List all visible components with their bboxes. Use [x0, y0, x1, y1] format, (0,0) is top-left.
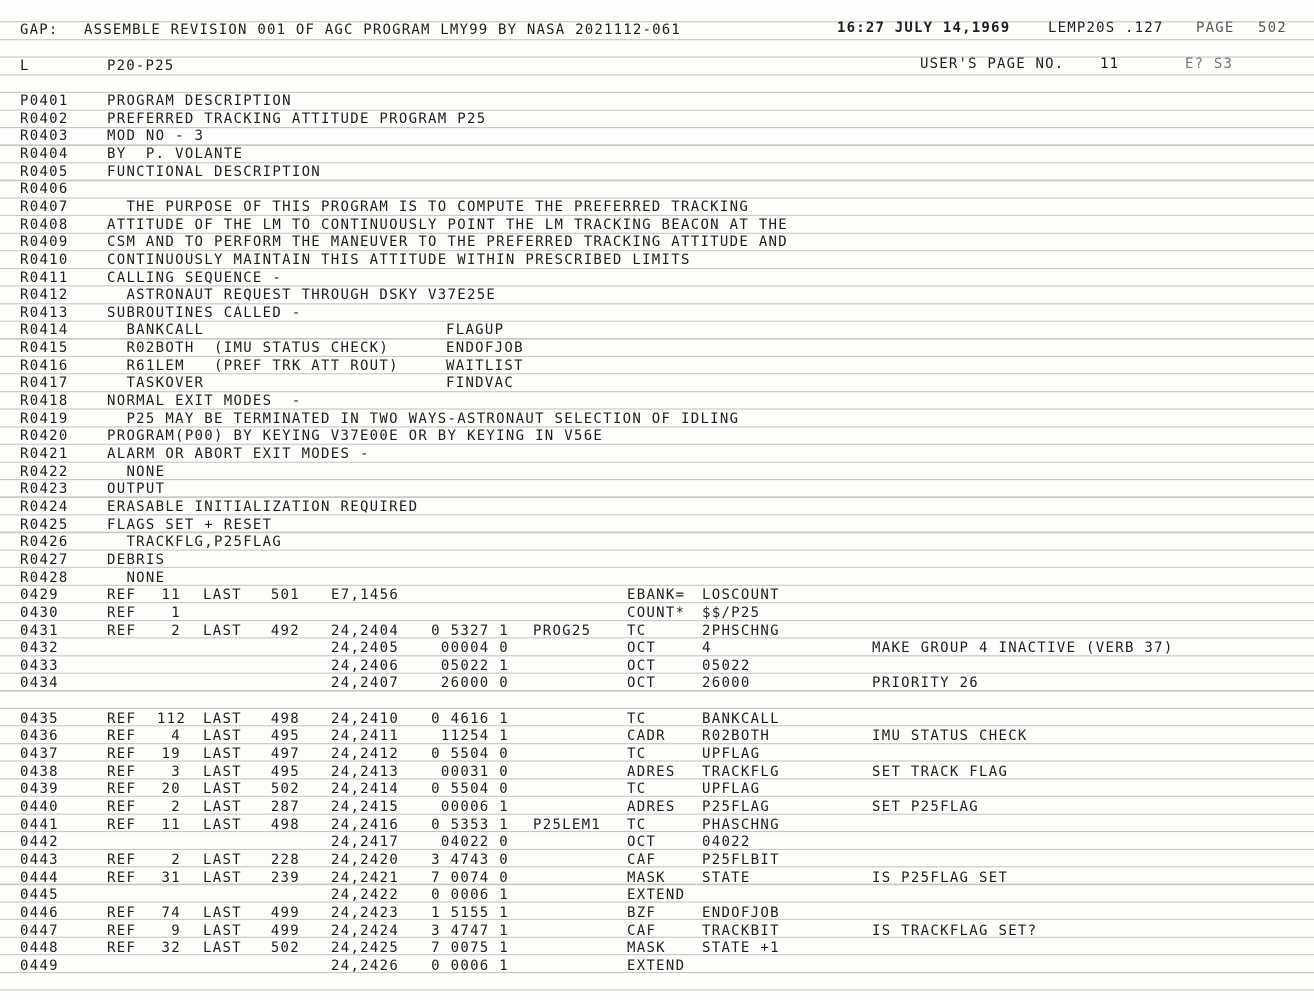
- code-line: [0, 640, 1314, 658]
- comment: IMU STATUS CHECK: [872, 728, 1028, 745]
- address: 24,2420: [331, 851, 400, 868]
- opcode: OCT: [627, 640, 657, 657]
- address: 24,2417: [331, 834, 400, 851]
- address: 24,2423: [331, 904, 400, 921]
- opcode: TC: [627, 746, 647, 763]
- description-line: [0, 164, 1314, 182]
- code-line: [0, 817, 1314, 835]
- ref-keyword: REF: [107, 622, 137, 639]
- last-page: 497: [270, 746, 300, 763]
- line-number: 0430: [20, 604, 59, 621]
- operand: 04022: [702, 834, 751, 851]
- description-line: [0, 128, 1314, 146]
- description-text: P25 MAY BE TERMINATED IN TWO WAYS-ASTRONAUT SELECTION OF IDLING: [107, 410, 740, 427]
- octal-word: 0 5327 1: [431, 622, 509, 639]
- code-line: [0, 746, 1314, 764]
- opcode: TC: [627, 710, 647, 727]
- octal-word: 05022 1: [440, 657, 509, 674]
- comment: MAKE GROUP 4 INACTIVE (VERB 37): [872, 640, 1174, 657]
- description-text: PROGRAM DESCRIPTION: [107, 93, 292, 109]
- last-page: 501: [270, 587, 300, 604]
- page-label: PAGE: [1196, 20, 1235, 36]
- octal-word: 0 5504 0: [431, 781, 509, 798]
- last-page: 502: [270, 781, 300, 798]
- ref-count: 74: [161, 904, 181, 921]
- octal-word: 11254 1: [440, 728, 509, 745]
- description-line: [0, 534, 1314, 552]
- line-number: 0447: [20, 922, 59, 939]
- code-line: [0, 605, 1314, 623]
- code-line: [0, 675, 1314, 693]
- description-line: [0, 481, 1314, 499]
- description-text: PROGRAM(P00) BY KEYING V37E00E OR BY KEYING IN V56E: [107, 428, 604, 445]
- description-line: [0, 517, 1314, 535]
- code-line: [0, 958, 1314, 976]
- address: 24,2411: [331, 728, 400, 745]
- description-text: DEBRIS: [107, 551, 166, 568]
- operand: UPFLAG: [702, 781, 761, 798]
- description-text: ATTITUDE OF THE LM TO CONTINUOUSLY POINT THE LM TRACKING BEACON AT THE: [107, 216, 789, 233]
- ref-count: 20: [161, 781, 181, 798]
- address: 24,2421: [331, 869, 400, 886]
- opcode: ADRES: [627, 799, 676, 815]
- code-line: [0, 852, 1314, 870]
- description-text: NONE: [107, 463, 166, 480]
- corner-mark: E? S3: [1185, 56, 1234, 72]
- comment: IS P25FLAG SET: [872, 869, 1009, 886]
- operand: $$/P25: [702, 604, 761, 621]
- operand: STATE: [702, 869, 751, 886]
- line-number: 0443: [20, 851, 59, 868]
- description-text: CALLING SEQUENCE -: [107, 269, 283, 286]
- job-id: LEMP20S .127: [1048, 20, 1164, 36]
- comment: SET TRACK FLAG: [872, 763, 1009, 780]
- description-line: [0, 446, 1314, 464]
- operand: BANKCALL: [702, 710, 780, 727]
- description-line: [0, 358, 1314, 376]
- octal-word: 7 0075 1: [431, 940, 509, 957]
- line-number: R0422: [20, 463, 69, 480]
- last-page: 228: [270, 851, 300, 868]
- code-line: [0, 905, 1314, 923]
- line-number: 0448: [20, 940, 59, 957]
- last-page: 499: [270, 922, 300, 939]
- ref-keyword: REF: [107, 746, 137, 763]
- description-line: [0, 287, 1314, 305]
- octal-word: 00006 1: [440, 799, 509, 815]
- last-keyword: LAST: [203, 851, 242, 868]
- ref-keyword: REF: [107, 728, 137, 745]
- description-line: [0, 464, 1314, 482]
- description-text: SUBROUTINES CALLED -: [107, 304, 302, 321]
- line-number: R0404: [20, 145, 69, 162]
- octal-word: 0 5504 0: [431, 746, 509, 763]
- last-page: 239: [270, 869, 300, 886]
- operand: STATE +1: [702, 940, 780, 957]
- opcode: EXTEND: [627, 887, 686, 904]
- octal-word: 3 4743 0: [431, 851, 509, 868]
- opcode: MASK: [627, 940, 666, 957]
- line-number: R0420: [20, 428, 69, 445]
- description-line: [0, 234, 1314, 252]
- address: 24,2416: [331, 816, 400, 833]
- opcode: COUNT*: [627, 604, 686, 621]
- ref-keyword: REF: [107, 851, 137, 868]
- code-line: [0, 834, 1314, 852]
- gap-label: GAP:: [20, 22, 59, 38]
- description-line: [0, 305, 1314, 323]
- line-number: 0446: [20, 904, 59, 921]
- subroutine-name: ENDOFJOB: [446, 340, 524, 357]
- operand: 4: [702, 640, 712, 657]
- line-number: R0402: [20, 110, 69, 127]
- line-number: R0416: [20, 357, 69, 374]
- opcode: EBANK=: [627, 587, 686, 604]
- description-line: [0, 428, 1314, 446]
- ref-count: 4: [171, 728, 181, 745]
- description-text: OUTPUT: [107, 481, 166, 498]
- octal-word: 3 4747 1: [431, 922, 509, 939]
- code-line: [0, 940, 1314, 958]
- ref-count: 32: [161, 940, 181, 957]
- description-line: [0, 252, 1314, 270]
- last-page: 498: [270, 710, 300, 727]
- last-keyword: LAST: [203, 799, 242, 815]
- ref-count: 19: [161, 746, 181, 763]
- description-text: R61LEM (PREF TRK ATT ROUT): [107, 357, 399, 374]
- line-number: 0433: [20, 657, 59, 674]
- description-text: BY P. VOLANTE: [107, 145, 244, 162]
- address: 24,2424: [331, 922, 400, 939]
- code-line: [0, 781, 1314, 799]
- line-number: R0413: [20, 304, 69, 321]
- last-keyword: LAST: [203, 710, 242, 727]
- ref-count: 1: [171, 604, 181, 621]
- opcode: EXTEND: [627, 957, 686, 974]
- code-line: [0, 587, 1314, 605]
- last-page: 502: [270, 940, 300, 957]
- description-text: CSM AND TO PERFORM THE MANEUVER TO THE PREFERRED TRACKING ATTITUDE AND: [107, 234, 789, 251]
- opcode: OCT: [627, 675, 657, 692]
- description-line: [0, 181, 1314, 199]
- line-number: 0441: [20, 816, 59, 833]
- last-page: 499: [270, 904, 300, 921]
- octal-word: 0 0006 1: [431, 957, 509, 974]
- line-number: R0403: [20, 128, 69, 145]
- description-text: FLAGS SET + RESET: [107, 516, 273, 533]
- description-text: ERASABLE INITIALIZATION REQUIRED: [107, 498, 419, 515]
- octal-word: 0 0006 1: [431, 887, 509, 904]
- description-line: [0, 570, 1314, 588]
- line-number: 0436: [20, 728, 59, 745]
- last-keyword: LAST: [203, 940, 242, 957]
- operand: LOSCOUNT: [702, 587, 780, 604]
- code-line: [0, 870, 1314, 888]
- line-number: 0438: [20, 763, 59, 780]
- line-number: R0425: [20, 516, 69, 533]
- comment: PRIORITY 26: [872, 675, 980, 692]
- line-number: R0424: [20, 498, 69, 515]
- description-line: [0, 552, 1314, 570]
- address: 24,2410: [331, 710, 400, 727]
- last-keyword: LAST: [203, 587, 242, 604]
- description-text: TASKOVER: [107, 375, 205, 392]
- description-line: [0, 217, 1314, 235]
- address: 24,2414: [331, 781, 400, 798]
- last-page: 287: [270, 799, 300, 815]
- code-line: [0, 728, 1314, 746]
- line-number: R0405: [20, 163, 69, 180]
- description-text: R02BOTH (IMU STATUS CHECK): [107, 340, 390, 357]
- page-number: 502: [1258, 20, 1287, 36]
- opcode: CADR: [627, 728, 666, 745]
- ref-keyword: REF: [107, 904, 137, 921]
- ref-keyword: REF: [107, 816, 137, 833]
- address: 24,2422: [331, 887, 400, 904]
- line-number: 0445: [20, 887, 59, 904]
- description-text: ASTRONAUT REQUEST THROUGH DSKY V37E25E: [107, 287, 497, 304]
- octal-word: 00004 0: [440, 640, 509, 657]
- address: 24,2425: [331, 940, 400, 957]
- operand: UPFLAG: [702, 746, 761, 763]
- subroutine-name: FINDVAC: [446, 375, 515, 392]
- description-text: FUNCTIONAL DESCRIPTION: [107, 163, 322, 180]
- operand: ENDOFJOB: [702, 904, 780, 921]
- opcode: OCT: [627, 657, 657, 674]
- address: 24,2406: [331, 657, 400, 674]
- line-number: R0411: [20, 269, 69, 286]
- line-number: 0432: [20, 640, 59, 657]
- ref-count: 112: [157, 710, 187, 727]
- ref-count: 31: [161, 869, 181, 886]
- label: P25LEM1: [533, 816, 602, 833]
- description-line: [0, 270, 1314, 288]
- ref-keyword: REF: [107, 587, 137, 604]
- line-number: R0427: [20, 551, 69, 568]
- address: 24,2415: [331, 799, 400, 815]
- last-page: 495: [270, 763, 300, 780]
- operand: 05022: [702, 657, 751, 674]
- description-line: [0, 146, 1314, 164]
- print-timestamp: 16:27 JULY 14,1969: [837, 20, 1011, 36]
- operand: P25FLAG: [702, 799, 771, 815]
- last-keyword: LAST: [203, 746, 242, 763]
- last-keyword: LAST: [203, 922, 242, 939]
- ref-keyword: REF: [107, 710, 137, 727]
- ref-count: 2: [171, 851, 181, 868]
- last-page: 498: [270, 816, 300, 833]
- label: PROG25: [533, 622, 592, 639]
- address: 24,2413: [331, 763, 400, 780]
- operand: TRACKFLG: [702, 763, 780, 780]
- description-line: [0, 340, 1314, 358]
- opcode: TC: [627, 781, 647, 798]
- octal-word: 00031 0: [440, 763, 509, 780]
- last-keyword: LAST: [203, 816, 242, 833]
- last-keyword: LAST: [203, 869, 242, 886]
- description-text: NONE: [107, 569, 166, 586]
- ref-count: 2: [171, 799, 181, 815]
- opcode: TC: [627, 622, 647, 639]
- line-number: 0435: [20, 710, 59, 727]
- description-line: [0, 93, 1314, 111]
- opcode: CAF: [627, 851, 657, 868]
- description-line: [0, 199, 1314, 217]
- description-text: PREFERRED TRACKING ATTITUDE PROGRAM P25: [107, 110, 487, 127]
- ref-count: 3: [171, 763, 181, 780]
- subroutine-name: WAITLIST: [446, 357, 524, 374]
- line-number: R0415: [20, 340, 69, 357]
- section-title: P20-P25: [107, 58, 175, 74]
- operand: 2PHSCHNG: [702, 622, 780, 639]
- address: 24,2426: [331, 957, 400, 974]
- line-number: R0418: [20, 393, 69, 410]
- description-line: [0, 322, 1314, 340]
- octal-word: 7 0074 0: [431, 869, 509, 886]
- last-keyword: LAST: [203, 904, 242, 921]
- line-number: 0429: [20, 587, 59, 604]
- description-text: TRACKFLG,P25FLAG: [107, 534, 283, 551]
- line-number: R0410: [20, 251, 69, 268]
- description-text: MOD NO - 3: [107, 128, 205, 145]
- code-line: [0, 764, 1314, 782]
- ref-keyword: REF: [107, 922, 137, 939]
- line-number: 0431: [20, 622, 59, 639]
- ref-count: 9: [171, 922, 181, 939]
- ref-keyword: REF: [107, 799, 137, 815]
- assemble-title: ASSEMBLE REVISION 001 OF AGC PROGRAM LMY99 BY NASA 2021112-061: [84, 22, 681, 38]
- code-line: [0, 658, 1314, 676]
- ref-count: 11: [161, 587, 181, 604]
- line-number: R0406: [20, 181, 69, 198]
- operand: TRACKBIT: [702, 922, 780, 939]
- opcode: TC: [627, 816, 647, 833]
- line-number: R0407: [20, 198, 69, 215]
- address: E7,1456: [331, 587, 400, 604]
- opcode: MASK: [627, 869, 666, 886]
- line-number: R0409: [20, 234, 69, 251]
- code-line: [0, 887, 1314, 905]
- comment: IS TRACKFLAG SET?: [872, 922, 1038, 939]
- code-line: [0, 799, 1314, 817]
- last-keyword: LAST: [203, 781, 242, 798]
- comment: SET P25FLAG: [872, 799, 980, 815]
- line-number: 0434: [20, 675, 59, 692]
- ref-keyword: REF: [107, 940, 137, 957]
- description-text: ALARM OR ABORT EXIT MODES -: [107, 446, 370, 462]
- line-number: R0423: [20, 481, 69, 498]
- opcode: CAF: [627, 922, 657, 939]
- line-number: P0401: [20, 93, 69, 109]
- ref-keyword: REF: [107, 781, 137, 798]
- line-number: 0449: [20, 957, 59, 974]
- description-text: BANKCALL: [107, 322, 205, 339]
- description-line: [0, 111, 1314, 129]
- users-page-label: USER'S PAGE NO.: [920, 56, 1065, 72]
- users-page-number: 11: [1100, 56, 1120, 72]
- line-number: R0414: [20, 322, 69, 339]
- line-number: R0428: [20, 569, 69, 586]
- line-number: R0412: [20, 287, 69, 304]
- octal-word: 26000 0: [440, 675, 509, 692]
- address: 24,2412: [331, 746, 400, 763]
- last-keyword: LAST: [203, 728, 242, 745]
- description-text: NORMAL EXIT MODES -: [107, 393, 302, 410]
- line-number: 0444: [20, 869, 59, 886]
- operand: R02BOTH: [702, 728, 771, 745]
- description-text: CONTINUOUSLY MAINTAIN THIS ATTITUDE WITHIN PRESCRIBED LIMITS: [107, 251, 691, 268]
- opcode: OCT: [627, 834, 657, 851]
- last-page: 495: [270, 728, 300, 745]
- address: 24,2407: [331, 675, 400, 692]
- description-line: [0, 393, 1314, 411]
- line-number: R0417: [20, 375, 69, 392]
- line-number: 0437: [20, 746, 59, 763]
- last-keyword: LAST: [203, 763, 242, 780]
- code-line: [0, 923, 1314, 941]
- line-number: 0442: [20, 834, 59, 851]
- description-line: [0, 375, 1314, 393]
- description-line: [0, 411, 1314, 429]
- code-line: [0, 623, 1314, 641]
- address: 24,2404: [331, 622, 400, 639]
- octal-word: 04022 0: [440, 834, 509, 851]
- ref-count: 11: [161, 816, 181, 833]
- log-section-mark: L: [20, 58, 30, 74]
- line-number: R0419: [20, 410, 69, 427]
- subroutine-name: FLAGUP: [446, 322, 505, 339]
- ref-keyword: REF: [107, 604, 137, 621]
- octal-word: 1 5155 1: [431, 904, 509, 921]
- operand: 26000: [702, 675, 751, 692]
- line-number: R0426: [20, 534, 69, 551]
- ref-keyword: REF: [107, 763, 137, 780]
- description-text: THE PURPOSE OF THIS PROGRAM IS TO COMPUTE THE PREFERRED TRACKING: [107, 198, 750, 215]
- code-line: [0, 711, 1314, 729]
- octal-word: 0 5353 1: [431, 816, 509, 833]
- operand: PHASCHNG: [702, 816, 780, 833]
- line-number: R0421: [20, 446, 69, 462]
- opcode: BZF: [627, 904, 657, 921]
- octal-word: 0 4616 1: [431, 710, 509, 727]
- opcode: ADRES: [627, 763, 676, 780]
- last-page: 492: [270, 622, 300, 639]
- ref-count: 2: [171, 622, 181, 639]
- last-keyword: LAST: [203, 622, 242, 639]
- line-number: 0439: [20, 781, 59, 798]
- operand: P25FLBIT: [702, 851, 780, 868]
- description-line: [0, 499, 1314, 517]
- address: 24,2405: [331, 640, 400, 657]
- line-number: R0408: [20, 216, 69, 233]
- ref-keyword: REF: [107, 869, 137, 886]
- line-number: 0440: [20, 799, 59, 815]
